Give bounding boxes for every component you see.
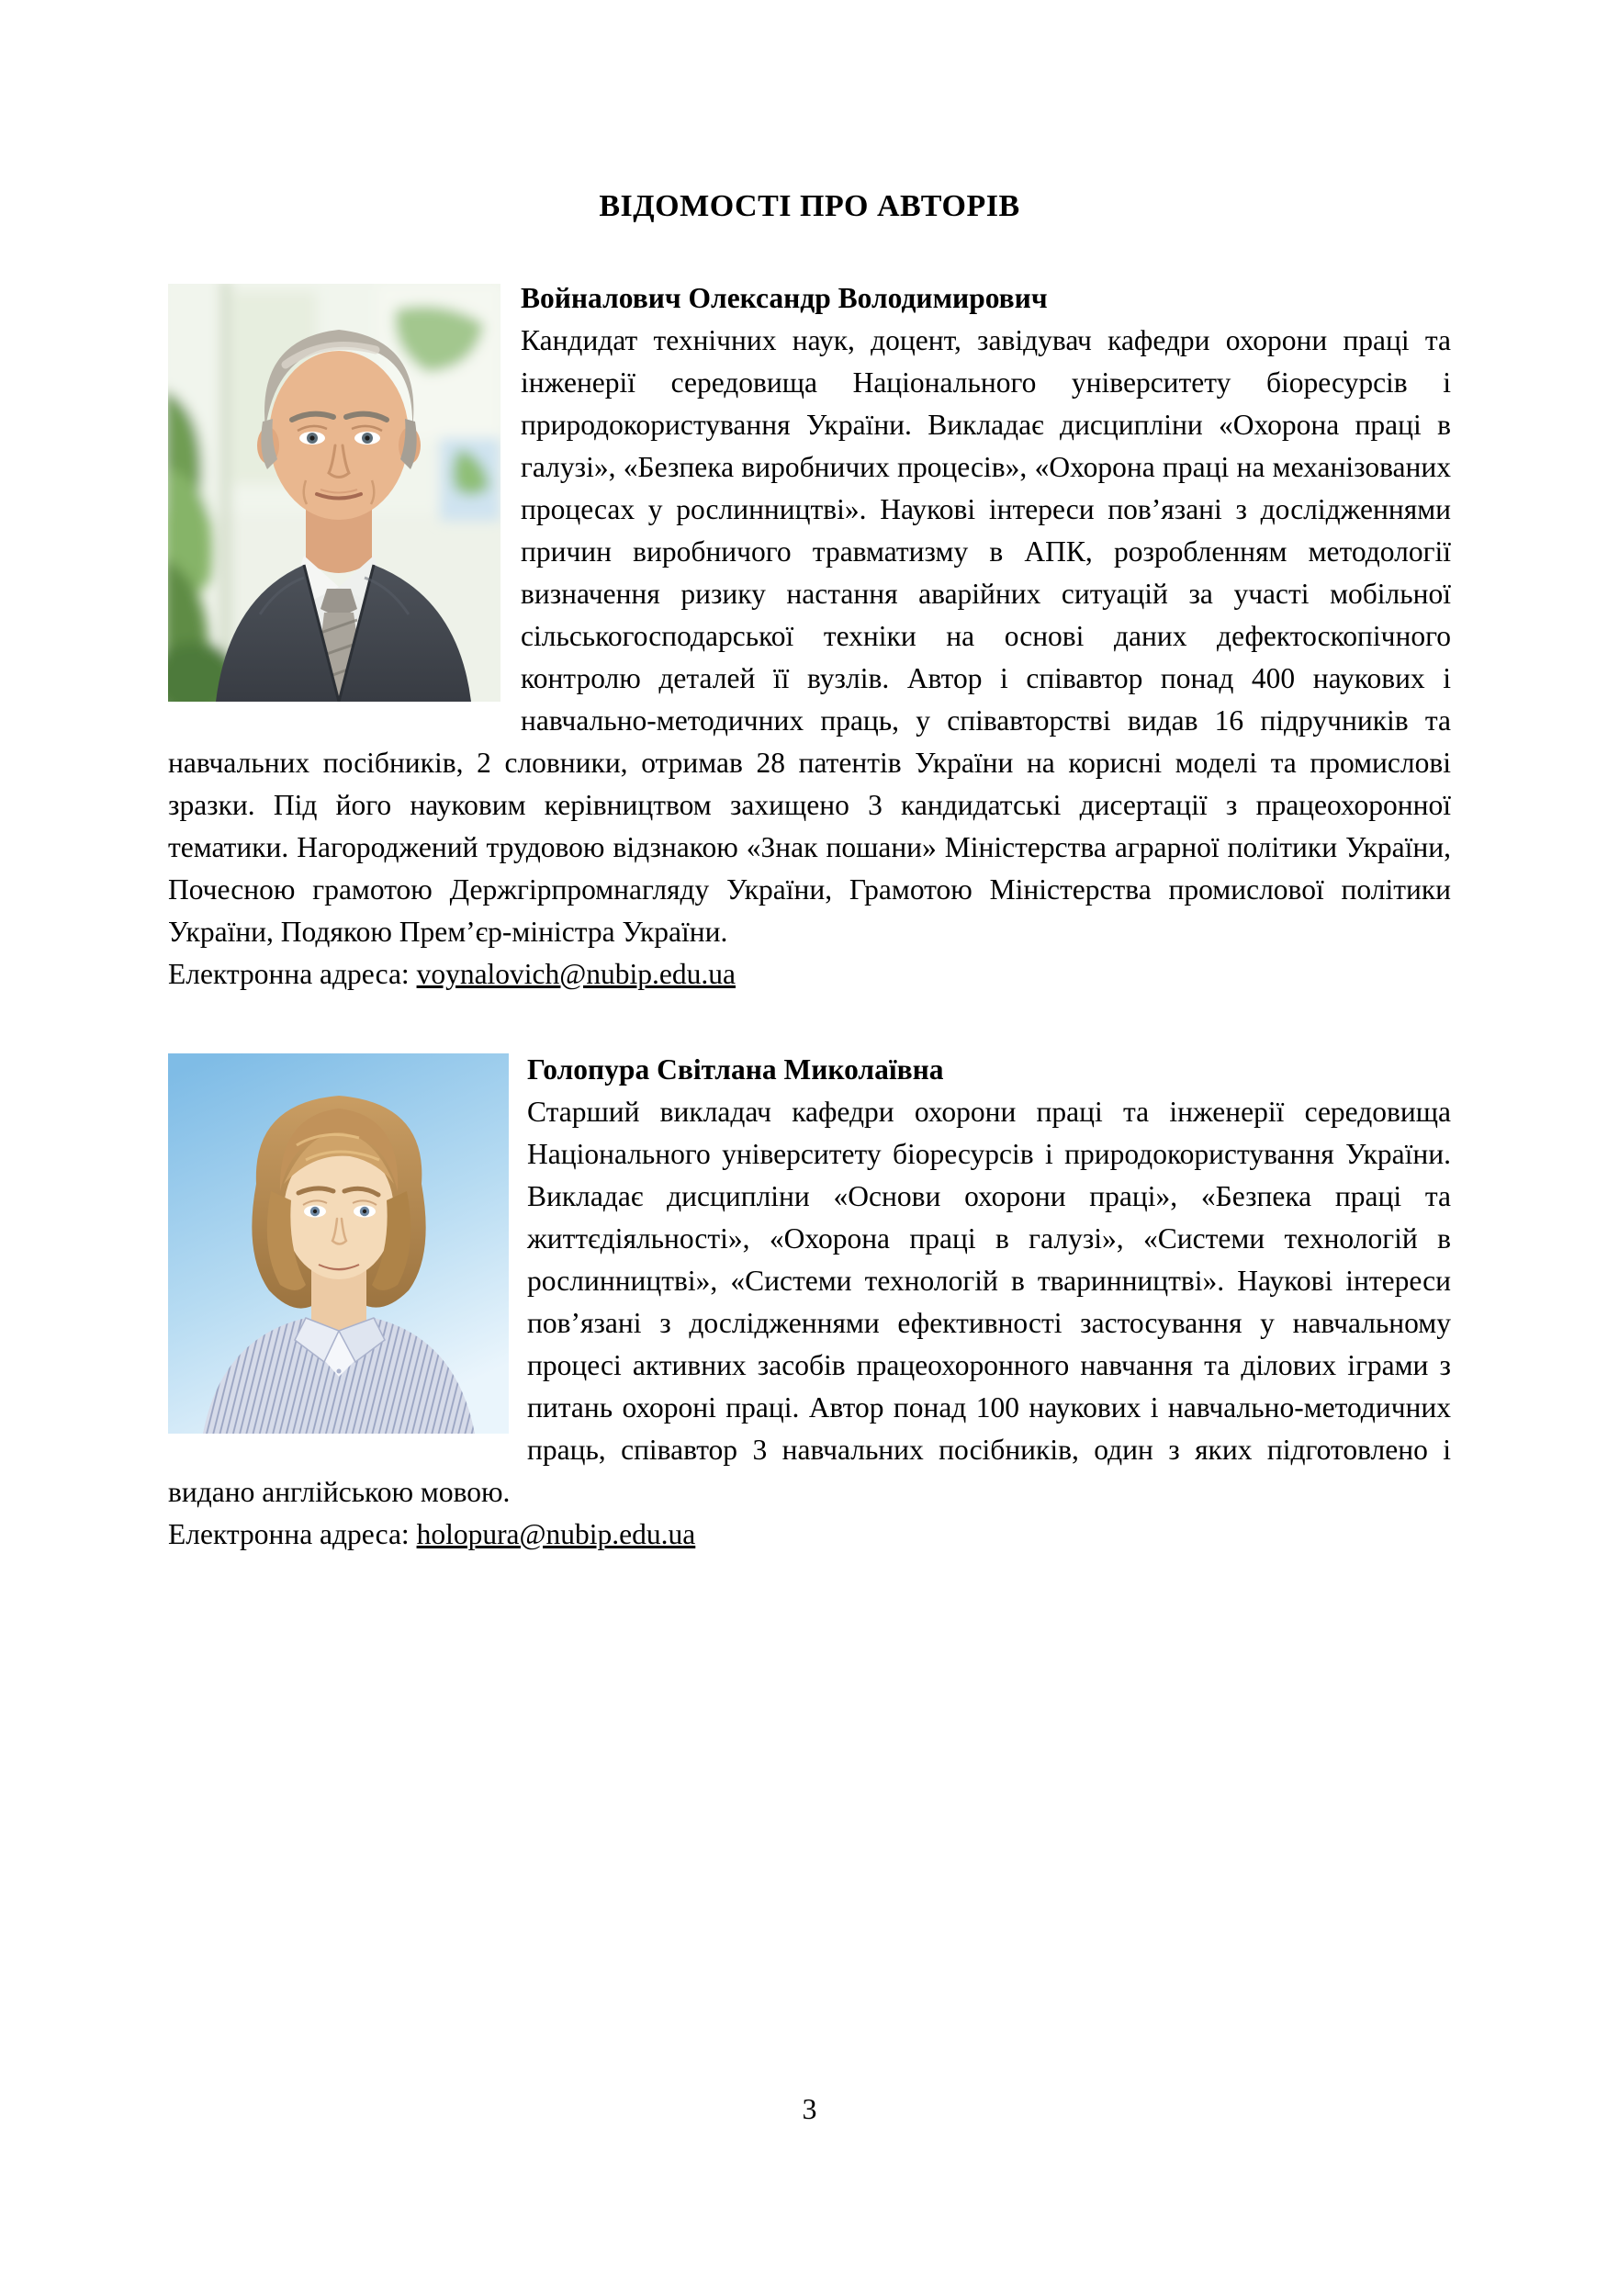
author-photo-voynalovych [168, 284, 500, 702]
page-number: 3 [802, 2092, 817, 2125]
email-label: Електронна адреса: [168, 958, 417, 990]
author-name: Войналович Олександр Володимирович [521, 282, 1048, 314]
email-link-holopura[interactable]: holopura@nubip.edu.ua [416, 1518, 696, 1550]
author-photo-holopura [168, 1053, 509, 1434]
email-line [168, 1514, 1451, 1556]
author-section-voynalovych [168, 277, 1451, 996]
email-label: Електронна адреса: [168, 1518, 417, 1550]
author-bio: Старший викладач кафедри охорони праці та інженерії середовища Національного університету біоресурсів і природокористування України. Викладає дисципліни «Основи охорони праці», «Безпека праці та життєдіяльності», «Охорона праці в галузі», «Системи технологій в рослинництві», «Системи технологій в тваринництві». Наукові інтереси пов’язані з дослідженнями ефективності застосування у навчальному процесі активних засобів працеохоронного навчання та ділових іграми з питань охороні праці. Автор понад 100 наукових і навчально-методичних праць, співавтор 3 навчальних посібників, один з яких підготовлено і видано англійською мовою. [168, 1096, 1451, 1508]
page-title: ВІДОМОСТІ ПРО АВТОРІВ [599, 189, 1020, 223]
author-name: Голопура Світлана Миколаївна [527, 1053, 944, 1086]
author-section-holopura [168, 1049, 1451, 1556]
woman-portrait-illustration [168, 1053, 509, 1434]
author-bio: Кандидат технічних наук, доцент, завідувач кафедри охорони праці та інженерії середовища Національного університету біоресурсів і природокористування України. Викладає дисципліни «Охорона праці в галузі», «Безпека виробничих процесів», «Охорона праці на механізованих процесах у рослинництві». Наукові інтереси пов’язані з дослідженнями причин виробничого травматизму в АПК, розробленням методології визначення ризику настання аварійних ситуацій за участі мобільної сільськогосподарської техніки на основі даних дефектоскопічного контролю деталей її вузлів. Автор і співавтор понад 400 наукових і навчально-методичних праць, у співавторстві видав 16 підручників та навчальних посібників, 2 словники, отримав 28 патентів України на корисні моделі та промислові зразки. Під його науковим керівництвом захищено 3 кандидатські дисертації з працеохоронної тематики. Нагороджений трудовою відзнакою «Знак пошани» Міністерства аграрної політики України, Почесною грамотою Держгірпромнагляду України, Грамотою Міністерства промислової політики України, Подякою Прем’єр-міністра України. [168, 324, 1451, 948]
email-line [168, 953, 1451, 996]
email-link-voynalovych[interactable]: voynalovich@nubip.edu.ua [416, 958, 736, 990]
man-portrait-illustration [168, 284, 500, 702]
